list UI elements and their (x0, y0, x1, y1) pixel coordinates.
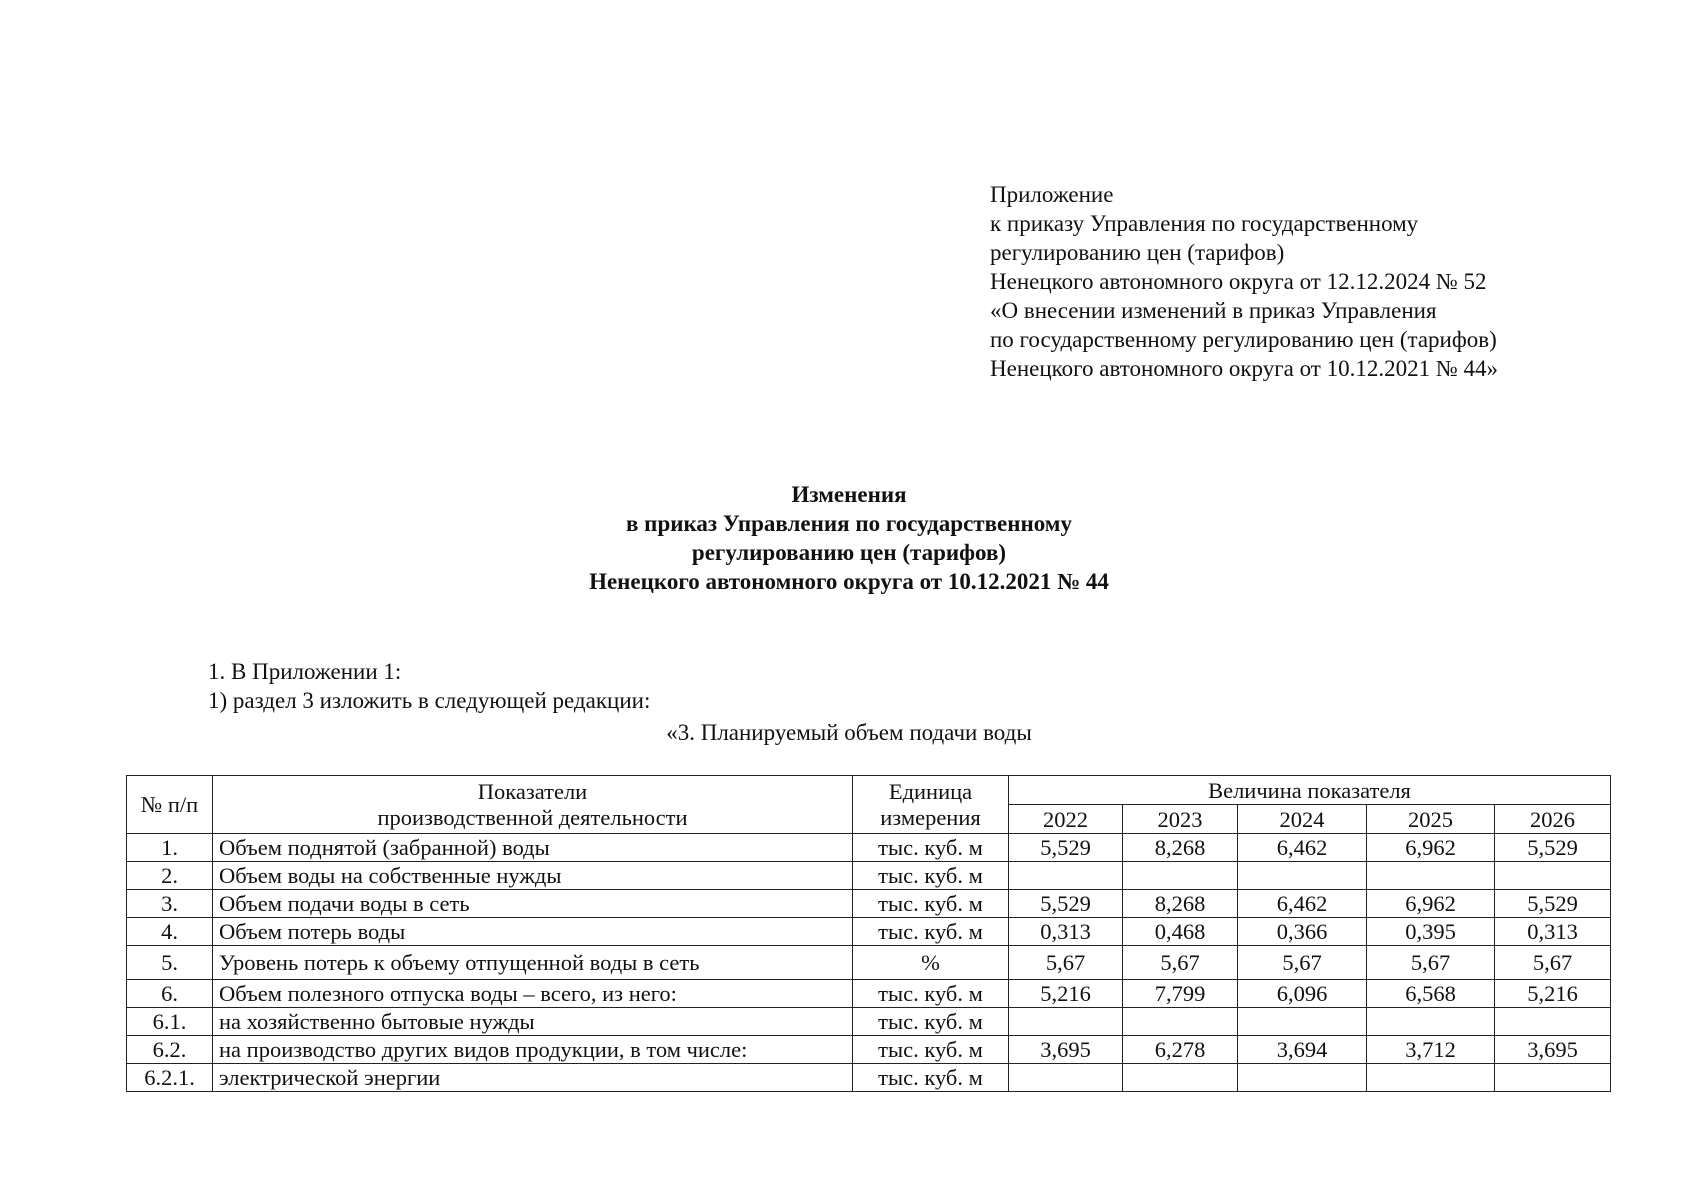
row-value: 6,962 (1367, 890, 1495, 918)
table-row (127, 1008, 1611, 1036)
header-indicator-line2: производственной деятельности (377, 805, 688, 830)
row-value: 3,695 (1495, 1036, 1611, 1064)
title-line: в приказ Управления по государственному (626, 511, 1072, 536)
table-row (127, 1036, 1611, 1064)
table-row (127, 918, 1611, 946)
appendix-line: регулированию цен (тарифов) (990, 240, 1285, 265)
row-value: 5,529 (1495, 834, 1611, 862)
appendix-line: Ненецкого автономного округа от 12.12.2024 № 52 (990, 269, 1487, 294)
appendix-line: «О внесении изменений в приказ Управления (990, 298, 1437, 323)
row-value: 8,268 (1123, 890, 1238, 918)
row-value (1495, 1008, 1611, 1036)
table-row (127, 946, 1611, 980)
section-title: «3. Планируемый объем подачи воды (666, 720, 1032, 745)
row-unit: тыс. куб. м (853, 834, 1009, 862)
row-value: 5,67 (1495, 946, 1611, 980)
row-indicator: Объем воды на собственные нужды (213, 862, 853, 890)
title-line: регулированию цен (тарифов) (691, 540, 1007, 565)
row-num: 4. (127, 918, 213, 946)
header-num: № п/п (127, 776, 213, 834)
clause-section-3: 1) раздел 3 изложить в следующей редакции: (208, 688, 651, 713)
row-num: 6.2.1. (127, 1064, 213, 1092)
row-value (1367, 1064, 1495, 1092)
table-row (127, 890, 1611, 918)
row-indicator: Уровень потерь к объему отпущенной воды в сеть (213, 946, 853, 980)
row-unit: тыс. куб. м (853, 1008, 1009, 1036)
row-value (1367, 1008, 1495, 1036)
row-value: 0,468 (1123, 918, 1238, 946)
table-row (127, 862, 1611, 890)
row-unit: тыс. куб. м (853, 862, 1009, 890)
row-value (1123, 1008, 1238, 1036)
row-value: 6,962 (1367, 834, 1495, 862)
row-value: 3,712 (1367, 1036, 1495, 1064)
header-unit (853, 776, 1009, 834)
row-value: 5,67 (1238, 946, 1367, 980)
row-value (1238, 862, 1367, 890)
row-value: 5,529 (1495, 890, 1611, 918)
header-year: 2025 (1367, 805, 1495, 834)
row-num: 2. (127, 862, 213, 890)
row-value: 3,695 (1009, 1036, 1123, 1064)
row-indicator: Объем подачи воды в сеть (213, 890, 853, 918)
row-value (1123, 1064, 1238, 1092)
row-value (1009, 1064, 1123, 1092)
row-value: 0,366 (1238, 918, 1367, 946)
row-value: 7,799 (1123, 980, 1238, 1008)
row-value: 5,529 (1009, 890, 1123, 918)
appendix-line: по государственному регулированию цен (тарифов) (990, 327, 1497, 352)
row-num: 6. (127, 980, 213, 1008)
row-value (1009, 1008, 1123, 1036)
row-num: 3. (127, 890, 213, 918)
row-num: 1. (127, 834, 213, 862)
appendix-line: Приложение (990, 182, 1114, 207)
row-num: 6.2. (127, 1036, 213, 1064)
header-value-group: Величина показателя (1009, 776, 1611, 805)
table-header-row (127, 776, 1611, 805)
header-indicator-line1: Показатели (477, 779, 588, 804)
row-value (1495, 1064, 1611, 1092)
document-title (0, 480, 1698, 596)
row-indicator: электрической энергии (213, 1064, 853, 1092)
water-supply-table (126, 775, 1611, 1092)
row-indicator: на производство других видов продукции, в том числе: (213, 1036, 853, 1064)
row-value: 6,462 (1238, 890, 1367, 918)
row-unit: тыс. куб. м (853, 890, 1009, 918)
title-line: Изменения (791, 482, 907, 507)
row-value: 5,529 (1009, 834, 1123, 862)
row-value: 0,395 (1367, 918, 1495, 946)
row-value: 5,67 (1009, 946, 1123, 980)
row-value: 5,216 (1009, 980, 1123, 1008)
appendix-line: к приказу Управления по государственному (990, 211, 1419, 236)
appendix-line: Ненецкого автономного округа от 10.12.2021 № 44» (990, 356, 1499, 381)
row-value: 3,694 (1238, 1036, 1367, 1064)
row-unit: тыс. куб. м (853, 1064, 1009, 1092)
title-line: Ненецкого автономного округа от 10.12.2021 № 44 (589, 569, 1109, 594)
table-row (127, 834, 1611, 862)
row-indicator: на хозяйственно бытовые нужды (213, 1008, 853, 1036)
row-value (1495, 862, 1611, 890)
row-unit: тыс. куб. м (853, 980, 1009, 1008)
row-value (1238, 1064, 1367, 1092)
row-value: 5,216 (1495, 980, 1611, 1008)
row-indicator: Объем полезного отпуска воды – всего, из него: (213, 980, 853, 1008)
row-value: 6,278 (1123, 1036, 1238, 1064)
header-unit-line1: Единица (888, 779, 973, 804)
row-indicator: Объем поднятой (забранной) воды (213, 834, 853, 862)
row-value: 0,313 (1009, 918, 1123, 946)
header-year: 2022 (1009, 805, 1123, 834)
table-row (127, 1064, 1611, 1092)
header-year: 2026 (1495, 805, 1611, 834)
clause-appendix-1: 1. В Приложении 1: (208, 659, 402, 684)
row-unit: тыс. куб. м (853, 1036, 1009, 1064)
header-year: 2024 (1238, 805, 1367, 834)
table-row (127, 980, 1611, 1008)
row-value (1009, 862, 1123, 890)
row-value: 8,268 (1123, 834, 1238, 862)
body-text (208, 657, 650, 715)
row-num: 6.1. (127, 1008, 213, 1036)
row-indicator: Объем потерь воды (213, 918, 853, 946)
row-value: 5,67 (1123, 946, 1238, 980)
row-value (1123, 862, 1238, 890)
header-indicator (213, 776, 853, 834)
row-value: 5,67 (1367, 946, 1495, 980)
row-value: 6,462 (1238, 834, 1367, 862)
row-value (1367, 862, 1495, 890)
row-value: 0,313 (1495, 918, 1611, 946)
row-num: 5. (127, 946, 213, 980)
row-unit: % (853, 946, 1009, 980)
appendix-header (990, 180, 1498, 383)
header-year: 2023 (1123, 805, 1238, 834)
row-value: 6,096 (1238, 980, 1367, 1008)
row-value: 6,568 (1367, 980, 1495, 1008)
row-unit: тыс. куб. м (853, 918, 1009, 946)
row-value (1238, 1008, 1367, 1036)
header-unit-line2: измерения (880, 805, 981, 830)
